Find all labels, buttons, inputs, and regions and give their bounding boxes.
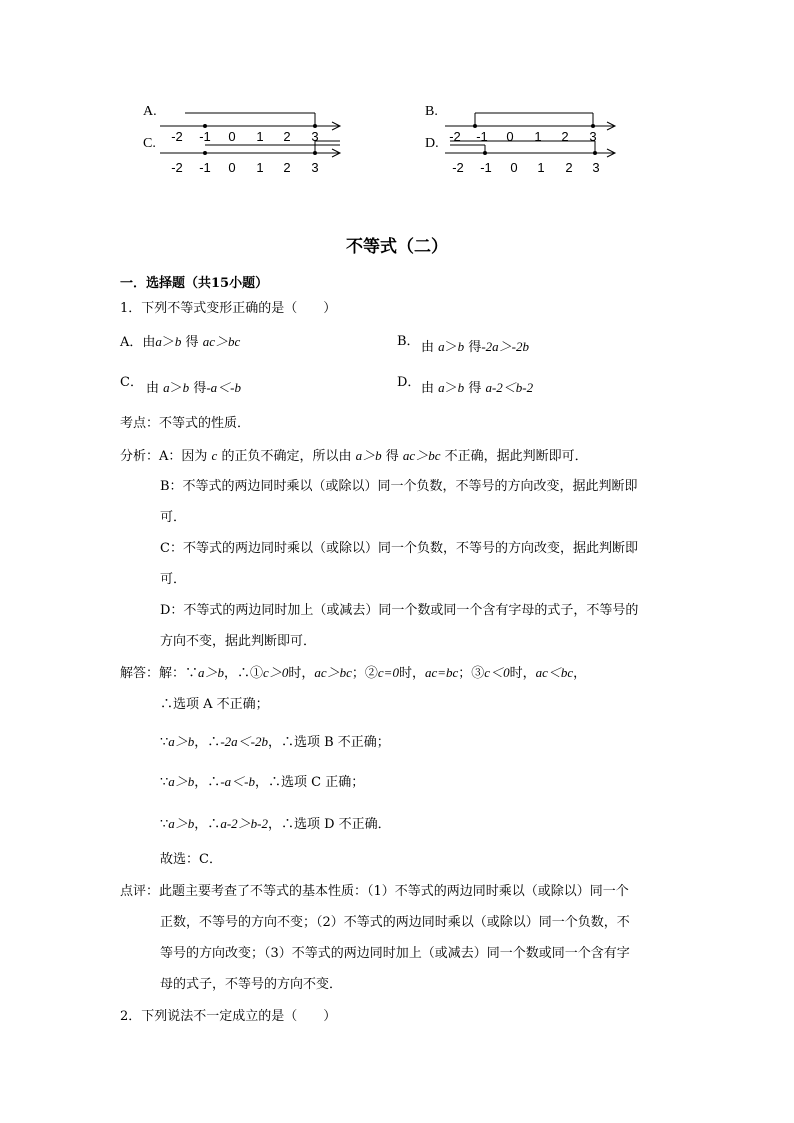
tick-label: 2 bbox=[283, 160, 291, 175]
question-1-stem: 1．下列不等式变形正确的是（ ） bbox=[120, 301, 337, 316]
q1-dianping-3: 等号的方向改变；（3）不等式的两边同时加上（或减去）同一个数或同一个含有字 bbox=[160, 946, 630, 961]
section-heading: 一．选择题（共15小题） bbox=[120, 276, 269, 291]
tick-label: -1 bbox=[476, 129, 488, 144]
point-three-4 bbox=[593, 151, 597, 155]
tick-label: 0 bbox=[228, 160, 236, 175]
tick-label: 1 bbox=[537, 160, 545, 175]
q1-jieda-5: ∵a＞b，∴a-2＞b-2，∴选项 D 不正确． bbox=[160, 816, 391, 832]
q1-option-d-body: 由 a＞b 得 a-2＜b-2 bbox=[421, 380, 534, 396]
tick-label: -2 bbox=[171, 160, 183, 175]
point-minus-one-3 bbox=[473, 124, 477, 128]
point-minus-one-4 bbox=[483, 151, 487, 155]
point-three-3 bbox=[591, 124, 595, 128]
tick-label: 3 bbox=[589, 129, 597, 144]
q1-fenxi-b-2: 可． bbox=[160, 510, 187, 525]
q1-dianping-1: 点评：此题主要考查了不等式的基本性质：（1）不等式的两边同时乘以（或除以）同一个 bbox=[120, 884, 629, 899]
tick-label: -1 bbox=[199, 160, 211, 175]
tick-label: -1 bbox=[480, 160, 492, 175]
number-line-ac bbox=[160, 105, 350, 160]
tick-label: -2 bbox=[171, 129, 183, 144]
q1-fenxi-c-1: C：不等式的两边同时乘以（或除以）同一个负数，不等号的方向改变，据此判断即 bbox=[160, 541, 638, 556]
point-minus-one-1 bbox=[203, 124, 207, 128]
q1-kaodian: 考点：不等式的性质． bbox=[120, 416, 251, 431]
option-c-label: C. bbox=[143, 136, 156, 151]
q1-option-a: A．由a＞b 得 ac＞bc bbox=[120, 334, 241, 350]
q1-option-b-body: 由 a＞b 得-2a＞-2b bbox=[421, 339, 529, 355]
q1-fenxi-c-2: 可． bbox=[160, 572, 187, 587]
tick-label: 1 bbox=[256, 160, 264, 175]
q1-jieda-4: ∵a＞b，∴-a＜-b，∴选项 C 正确； bbox=[160, 774, 365, 790]
tick-label: 0 bbox=[510, 160, 518, 175]
q1-option-c-body: 由 a＞b 得-a＜-b bbox=[146, 380, 241, 396]
point-three-1 bbox=[313, 124, 317, 128]
q1-fenxi-d-2: 方向不变，据此判断即可． bbox=[160, 634, 317, 649]
tick-label: 3 bbox=[592, 160, 600, 175]
q1-option-b: B． bbox=[397, 334, 420, 349]
option-a-label: A. bbox=[143, 104, 157, 119]
q1-jieda-3: ∵a＞b，∴-2a＜-2b，∴选项 B 不正确； bbox=[160, 734, 390, 750]
q1-option-d: D． bbox=[397, 375, 421, 390]
point-minus-one-2 bbox=[203, 151, 207, 155]
tick-label: 0 bbox=[228, 129, 236, 144]
tick-label: 1 bbox=[534, 129, 542, 144]
tick-label: -2 bbox=[449, 129, 461, 144]
q1-jieda-6: 故选：C． bbox=[160, 852, 222, 867]
tick-label: 1 bbox=[256, 129, 264, 144]
q1-fenxi-d-1: D：不等式的两边同时加上（或减去）同一个数或同一个含有字母的式子，不等号的 bbox=[160, 603, 639, 618]
tick-label: 3 bbox=[311, 129, 319, 144]
tick-label: 0 bbox=[506, 129, 514, 144]
tick-label: -2 bbox=[452, 160, 464, 175]
question-2-stem: 2．下列说法不一定成立的是（ ） bbox=[120, 1009, 337, 1024]
tick-label: 3 bbox=[311, 160, 319, 175]
q1-dianping-2: 正数，不等号的方向不变；（2）不等式的两边同时乘以（或除以）同一个负数，不 bbox=[160, 915, 630, 930]
page-title: 不等式（二） bbox=[346, 237, 448, 257]
option-d-label: D. bbox=[425, 136, 439, 151]
point-three-2 bbox=[313, 151, 317, 155]
q1-jieda-1: 解答：解：∵a＞b，∴①c＞0时，ac＞bc；②c=0时，ac=bc；③c＜0时，ac＜bc， bbox=[120, 665, 587, 681]
q1-option-c: C． bbox=[120, 375, 143, 390]
tick-label: 2 bbox=[561, 129, 569, 144]
q1-jieda-2: ∴选项 A 不正确； bbox=[160, 697, 269, 712]
option-b-label: B. bbox=[425, 104, 438, 119]
q1-fenxi-a: 分析：A：因为 c 的正负不确定，所以由 a＞b 得 ac＞bc 不正确，据此判断即可． bbox=[120, 448, 588, 464]
tick-label: -1 bbox=[199, 129, 211, 144]
q1-dianping-4: 母的式子，不等号的方向不变． bbox=[160, 977, 343, 992]
q1-fenxi-b-1: B：不等式的两边同时乘以（或除以）同一个负数，不等号的方向改变，据此判断即 bbox=[160, 479, 638, 494]
tick-label: 2 bbox=[283, 129, 291, 144]
tick-label: 2 bbox=[565, 160, 573, 175]
